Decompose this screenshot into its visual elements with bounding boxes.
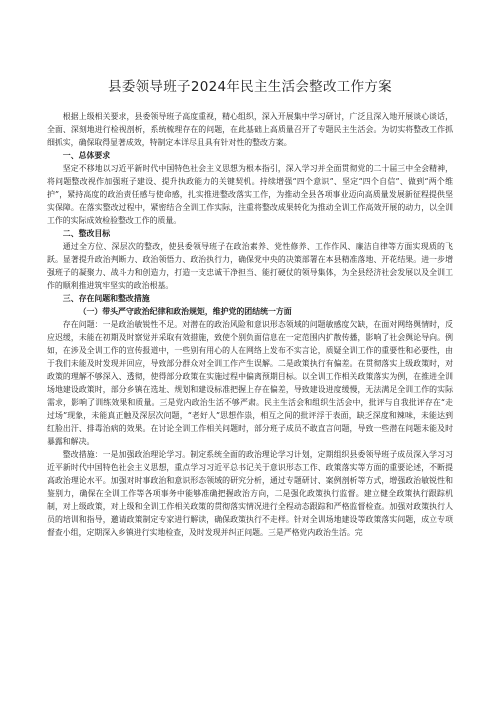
section-heading: 三、存在问题和整改措施 xyxy=(62,294,150,303)
subsection-heading: （一）带头严守政治纪律和政治规矩，维护党的团结统一方面 xyxy=(78,307,292,316)
document-title: 县委领导班子2024年民主生活会整改工作方案 xyxy=(108,79,392,95)
body-paragraph: 通过全方位、深层次的整改，使县委领导班子在政治素养、党性修养、工作作风、廉洁自律等方面实现质的飞跃。显著提升政治判断力、政治领悟力、政治执行力，确保党中央的决策部署在本县精准落地、开花结果。进一步增强班子的凝聚力、战斗力和创造力，打造一支忠诚干净担当、能打硬仗的领导集体，为全县经济社会发展以及全训工作的顺利推进筑牢坚实的政治根基。 xyxy=(47,242,453,290)
body-paragraph: 根据上级相关要求，县委领导班子高度重视，精心组织，深入开展集中学习研讨，广泛且深入地开展谈心谈话，全面、深刻地进行检视剖析，系统梳理存在的问题，在此基础上高质量召开了专题民主生活会。为切实将整改工作抓细抓实，确保取得显著成效，特制定本详尽且具有针对性的整改方案。 xyxy=(47,112,453,147)
document-body xyxy=(47,110,453,539)
body-paragraph: 坚定不移地以习近平新时代中国特色社会主义思想为根本指引，深入学习并全面贯彻党的二十届三中全会精神，将问题整改视作加强班子建设、提升执政能力的关键契机。持续增强“四个意识”、坚定“四个自信”、做到“两个维护”，紧持高度的政治责任感与使命感，扎实推进整改落实工作，为推动全县各项事业迈向高质量发展新征程提供坚实保障。在落实整改过程中，紧密结合全训工作实际，注重将整改成果转化为推动全训工作高效开展的动力，以全训工作的实际成效检验整改工作的质量。 xyxy=(47,164,453,225)
section-heading: 二、整改目标 xyxy=(62,229,111,238)
body-paragraph: 整改措施：一是加强政治理论学习。制定系统全面的政治理论学习计划，定期组织县委领导班子成员深入学习习近平新时代中国特色社会主义思想，重点学习习近平总书记关于意识形态工作、政策落实等方面的重要论述，不断提高政治理论水平。加强对时事政治和意识形态领域的研究分析，通过专题研讨、案例剖析等方式，增强政治敏锐性和鉴别力，确保在全训工作等各项事务中能够准确把握政治方向，二是强化政策执行监督。建立健全政策执行跟踪机制，对上级政策，对上级和全训工作相关政策的贯彻落实情况进行全程动态跟踪和严格监督检查。加强对政策执行人员的培训和指导，邀请政策制定专家进行解读，确保政策执行不走样。针对全训场地建设等政策落实问题，成立专项督查小组，定期深入乡镇进行实地检查，及时发现并纠正问题。三是严格党内政治生活。完 xyxy=(47,450,453,537)
section-heading: 一、总体要求 xyxy=(62,151,111,160)
body-paragraph: 存在问题：一是政治敏锐性不足。对潜在的政治风险和意识形态领域的问题敏感度欠缺，在面对网络舆情时，反应迟缓，未能在初期及时察觉并采取有效措施，致使个别负面信息在一定范围内扩散传播，影响了社会舆论导向。例如，在涉及全训工作的宣传报道中，一些别有用心的人在网络上发布不实言论，质疑全训工作的重要性和必要性，由于我们未能及时发现并回应，导致部分群众对全训工作产生误解。二是政策执行有偏差。在贯彻落实上级政策时，对政策的理解不够深入、透彻，使得部分政策在实施过程中偏离预期目标。以全训工作相关政策落实为例，在推进全训场地建设政策时，部分乡镇在选址、规划和建设标准把握上存在偏差，导致建设进度缓慢，无法满足全训工作的实际需求，影响了训练效果和质量。三是党内政治生活不够严肃。民主生活会和组织生活会中，批评与自我批评存在“走过场”现象，未能真正触及深层次问题，“老好人”思想作祟，相互之间的批评浮于表面，缺乏深度和辣味，未能达到红脸出汗、排毒治病的效果。在讨论全训工作相关问题时，部分班子成员不敢直言问题，导致一些潜在问题未能及时暴露和解决。 xyxy=(47,320,453,446)
